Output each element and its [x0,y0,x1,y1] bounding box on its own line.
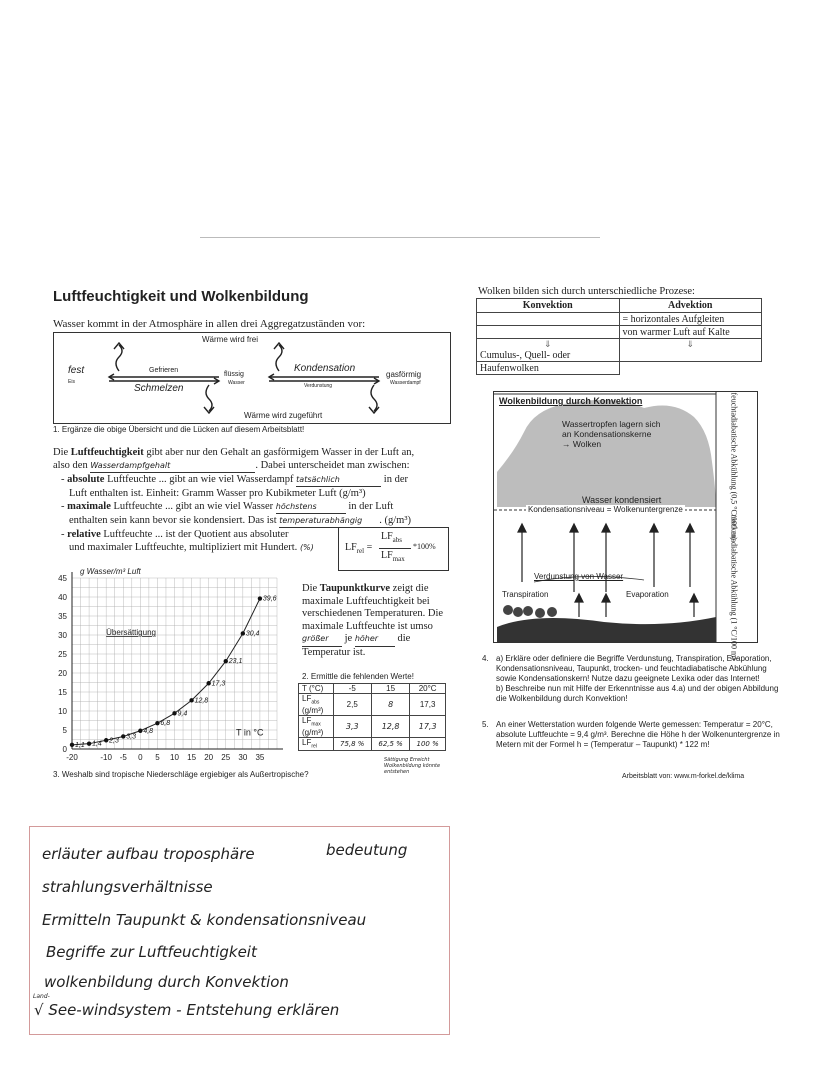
process-intro: Wolken bilden sich durch unterschiedliche Prozese: [478,286,695,297]
x-tick-label: 0 [138,753,143,762]
y-tick-label: 30 [58,631,67,640]
formula-lhs: LF [345,542,357,553]
cloud-shape [497,400,716,507]
credit: Arbeitsblatt von: www.m-forkel.de/klima [622,773,745,780]
y-tick-label: 15 [58,688,67,697]
heat-added-label: Wärme wird zugeführt [244,411,323,420]
task-4b: b) Beschreibe nun mit Hilfe der Erkenntnisse aus 4.a) und der obigen Abbildung die Wolkenbildung durch Konvektion! [496,684,779,703]
dewpoint-text: Die Taupunktkurve zeigt die maximale Luftfeuchtigkeit bei verschiedenen Temperaturen. Die maximale Luftfeuchte ist umso größer je höher die Temperatur ist. [302,583,444,658]
para-relative-2: und maximaler Luftfeuchte, multipliziert mit Hundert. (%) [69,542,314,553]
y-tick-label: 20 [58,669,67,678]
data-label: 4,8 [143,727,154,735]
state-solid-sub: Eis [68,379,75,385]
heat-arrow-up-2 [274,343,284,371]
fill-bigger: größer [302,633,342,647]
melt-label: Schmelzen [134,383,184,394]
x-tick-label: 25 [221,753,231,762]
note-line-6-prefix: Land- [33,993,50,1000]
evaporation-label: Verdunstung von Wasser [534,572,624,581]
ground [497,617,716,642]
heat-released-label: Wärme wird frei [202,335,259,344]
scan-divider [200,237,600,238]
data-point [138,729,142,733]
data-point [224,659,228,663]
evaporate-label: Verdunstung [304,383,333,389]
fill-temp: temperaturabhängig [279,514,379,528]
notes-box [29,826,450,1035]
formula-numerator: $LF_{abs}$ [381,531,403,544]
y-tick-label: 0 [62,745,67,754]
x-tick-label: 10 [170,753,179,762]
fill-max: höchstens [276,500,346,514]
data-point [241,631,245,635]
data-point [155,721,159,725]
data-point [258,596,262,600]
condensation-level: Kondensationsniveau = Wolkenuntergrenze [528,505,683,514]
x-axis-label: T in °C [236,727,264,738]
condensed-label: Wasser kondensiert [582,495,662,505]
data-label: 2,3 [109,737,119,745]
data-label: 1,1 [75,741,85,749]
y-tick-label: 35 [58,612,67,621]
table-row: $LF_{abs}$ (g/m³) 2,5 8 17,3 [299,694,446,716]
values-table [298,683,446,751]
task-4: 4. a) Erkläre oder definiere die Begriffe Verdunstung, Transpiration, Evaporation, Kondensationsniveau, Taupunkt, trocken- und feuchtadiabatische Abkühlung sowie Kondensationskern! Nutze dazu geeignete Lexika oder das Internet! b) Beschreibe nun mit Hilfe der Erkenntnisse aus 4.a) und der obigen Abbildung die Wolkenbildung durch Konvektion! [482,654,782,704]
x-tick-label: -5 [119,753,127,762]
y-tick-label: 45 [58,574,67,583]
state-gas-sub: Wasserdampf [390,380,421,386]
state-diagram [53,332,451,424]
task-2: 2. Ermittle die fehlenden Werte! [302,672,414,681]
formula-denominator: $LF_{max}$ [381,550,405,563]
intro-text: Wasser kommt in der Atmosphäre in allen drei Aggregatzuständen vor: [53,318,366,330]
side-label-bottom: trockenadiabatische Abkühlung (1 °C/100 m) [729,514,739,660]
formula-box: $LF_{rel}$ = $LF_{abs}$ $LF_{max}$ *100% [338,527,449,571]
convection-figure [493,391,758,660]
fill-vapour: Wasserdampfgehalt [90,459,255,473]
cloud-text: Wassertropfen lagern sich an Kondensationskerne → Wolken [562,419,661,449]
page-title: Luftfeuchtigkeit und Wolkenbildung [53,288,309,305]
x-tick-label: -10 [100,753,112,762]
col-convection: Konvektion [477,299,620,313]
process-table: Konvektion Advektion = horizontales Aufgleiten von warmer Luft auf Kalte ⇓ Cumulus-, Quell- oder ⇓ Haufenwolken [476,298,762,375]
formula-bar [379,548,411,549]
para-maximal: - maximale Luftfeuchte ... gibt an wie viel Wasser höchstens in der Luft [61,501,394,512]
trees [503,605,557,618]
note-line-3: Ermitteln Taupunkt & kondensationsniveau [42,911,367,929]
data-label: 39,6 [262,595,277,603]
condense-label: Kondensation [294,363,356,374]
y-tick-label: 10 [58,707,67,716]
table-row: $LF_{max}$ (g/m³) 3,3 12,8 17,3 [299,716,446,738]
x-tick-label: 20 [204,753,214,762]
table-header: T (°C) -5 15 20°C [299,684,446,694]
x-tick-label: 15 [187,753,197,762]
state-gas: gasförmig [386,370,422,379]
fill-actual: tatsächlich [296,473,381,487]
formula-mult: *100% [413,542,436,551]
para-line-1: Die Luftfeuchtigkeit gibt aber nur den Gehalt an gasförmigem Wasser in der Luft an, [53,447,415,458]
para-maximal-2: enthalten sein kann bevor sie kondensiert. Das ist temperaturabhängig . (g/m³) [69,515,411,526]
table-row: $LF_{rel}$ 75,8 % 62,5 % 100 % [299,738,446,751]
data-point [172,711,176,715]
task-4a: a) Erkläre oder definiere die Begriffe Verdunstung, Transpiration, Evaporation, Kondensationsniveau, Taupunkt, trocken- und feuchtadiabatische Abkühlung sowie Kondensationskern! Nutze dazu geeignete Lexika oder das Internet! [496,654,772,683]
note-line-6: √ See-windsystem - Entstehung erklären [34,1001,340,1019]
data-label: 1,4 [92,740,102,748]
col-advection: Advektion [619,299,762,313]
x-tick-label: -20 [66,753,78,762]
task-1: 1. Ergänze die obige Übersicht und die Lücken auf diesem Arbeitsblatt! [53,425,305,434]
note-line-1: erläuter aufbau troposphäre [42,845,255,863]
data-point [87,741,91,745]
x-tick-label: 30 [238,753,248,762]
evapor-label: Evaporation [626,590,669,599]
data-label: 12,8 [194,697,209,705]
para-absolute-2: Luft enthalten ist. Einheit: Gramm Wasser pro Kubikmeter Luft (g/m³) [69,488,366,499]
note-line-4: Begriffe zur Luftfeuchtigkeit [46,943,257,961]
data-label: 23,1 [228,658,243,666]
data-label: 17,3 [211,680,226,688]
y-tick-label: 40 [58,593,67,602]
data-label: 6,8 [160,720,171,728]
x-tick-label: 35 [255,753,265,762]
y-tick-label: 5 [62,726,67,735]
task-3: 3. Weshalb sind tropische Niederschläge ergiebiger als Außertropische? [53,770,309,779]
figure-title: Wolkenbildung durch Konvektion [499,396,643,406]
transpiration-label: Transpiration [502,590,549,599]
table-note: Sättigung Erreicht Wolkenbildung könnte entstehen [384,757,441,775]
para-relative: - relative Luftfeuchte ... ist der Quotient aus absoluter [61,529,289,540]
para-line-2: also den Wasserdampfgehalt . Dabei unterscheidet man zwischen: [53,460,410,471]
data-label: 3,3 [126,733,136,741]
data-point [104,738,108,742]
data-point [206,681,210,685]
chart-annotation: Übersättigung [106,628,156,637]
state-liquid-sub: Wasser [228,380,245,386]
state-liquid: flüssig [224,371,244,378]
data-label: 9,4 [177,710,188,718]
heat-arrow-down-1 [204,385,214,413]
data-label: 30,4 [245,630,260,638]
note-line-5: wolkenbildung durch Konvektion [44,973,289,991]
note-line-1b: bedeutung [326,841,408,859]
data-point [121,734,125,738]
heat-arrow-up-1 [114,343,124,371]
x-tick-label: 5 [155,753,160,762]
freeze-label: Gefrieren [149,367,179,374]
dewpoint-chart [50,562,300,772]
side-label-top: feuchtadiabatische Abkühlung (0,5 °C/100 m) [729,392,739,540]
heat-arrow-down-2 [369,385,379,413]
task-5: 5. An einer Wetterstation wurden folgende Werte gemessen: Temperatur = 20°C, absolute Luftfeuchte = 9,4 g/m³. Berechne die Höhe h der Wolkenuntergrenze in Metern mit der Formel h = (Temperatur – Taupunkt) * 122 m! [482,720,780,749]
fill-higher: höher [355,633,395,647]
state-solid: fest [68,365,85,376]
y-tick-label: 25 [58,650,67,659]
y-axis-label: g Wasser/m³ Luft [80,567,141,576]
data-point [189,698,193,702]
para-absolute: - absolute Luftfeuchte ... gibt an wie viel Wasserdampf tatsächlich in der [61,474,408,485]
rising-air-arrows [518,524,698,617]
data-point [70,743,74,747]
note-line-2: strahlungsverhältnisse [42,878,213,896]
